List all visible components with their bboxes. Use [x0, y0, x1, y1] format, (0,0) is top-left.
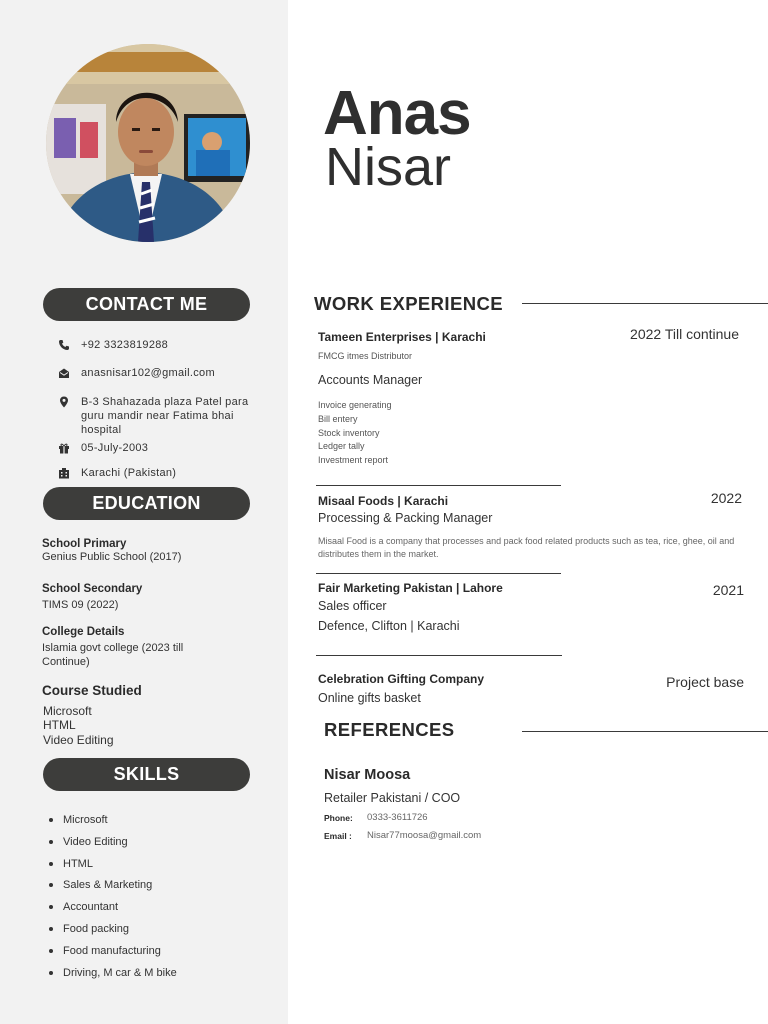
- duty-item: Bill entery: [318, 413, 358, 424]
- contact-address-text: B-3 Shahazada plaza Patel para guru mandir near Fatima bhai hospital: [81, 396, 249, 436]
- gift-icon: [58, 442, 70, 454]
- job-date: 2022: [710, 490, 742, 506]
- reference-role: Retailer Pakistani / COO: [324, 791, 461, 805]
- duty-item: Ledger tally: [318, 441, 365, 452]
- duty-item: Investment report: [318, 455, 389, 466]
- job-company: Tameen Enterprises | Karachi: [318, 330, 486, 344]
- skill-item: Food manufacturing: [48, 943, 177, 965]
- edu-college-detail: Islamia govt college (2023 till Continue): [42, 642, 184, 668]
- job-company: Celebration Gifting Company: [318, 672, 485, 686]
- contact-phone: [58, 338, 268, 352]
- job-company: Fair Marketing Pakistan | Lahore: [318, 581, 503, 595]
- reference-phone[interactable]: 0333-3611726: [367, 812, 428, 823]
- edu-primary-detail: Genius Public School (2017): [42, 551, 182, 563]
- divider: [522, 731, 768, 732]
- contact-dob: [58, 441, 268, 455]
- education-heading: EDUCATION: [43, 487, 250, 520]
- skill-item: Video Editing: [48, 834, 177, 856]
- contact-email: [58, 366, 268, 380]
- contact-dob-text: 05-July-2003: [81, 442, 149, 454]
- contact-city-text: Karachi (Pakistan): [81, 467, 177, 479]
- course-item: HTML: [43, 718, 76, 732]
- job-date: Project base: [666, 674, 744, 690]
- divider: [522, 303, 768, 304]
- contact-email-text[interactable]: anasnisar102@gmail.com: [81, 367, 215, 379]
- mail-icon: [58, 367, 70, 379]
- divider: [316, 573, 561, 574]
- course-item: Video Editing: [43, 733, 114, 747]
- job-company: Misaal Foods | Karachi: [318, 494, 449, 508]
- work-experience-heading: WORK EXPERIENCE: [314, 293, 503, 314]
- divider: [316, 485, 561, 486]
- job-role: Sales officer: [318, 599, 387, 613]
- skill-item: HTML: [48, 856, 177, 878]
- job-date: 2021: [712, 582, 744, 598]
- divider: [316, 655, 562, 656]
- contact-phone-text[interactable]: +92 3323819288: [81, 339, 169, 351]
- job-description: Misaal Food is a company that processes and pack food related products such as tea, rice, ghee, oil and distributes them in the market.: [318, 536, 735, 559]
- edu-secondary-heading: School Secondary: [42, 583, 143, 595]
- skill-item: Sales & Marketing: [48, 877, 177, 899]
- edu-secondary-detail: TIMS 09 (2022): [42, 599, 119, 611]
- duty-item: Stock inventory: [318, 427, 380, 438]
- reference-name: Nisar Moosa: [324, 767, 411, 783]
- profile-photo: [46, 44, 250, 242]
- phone-icon: [58, 339, 70, 351]
- last-name: Nisar: [325, 137, 452, 197]
- reference-email-label: Email :: [324, 831, 352, 841]
- skills-list: [48, 812, 177, 986]
- first-name: Anas: [323, 79, 471, 148]
- skill-item: Accountant: [48, 899, 177, 921]
- skill-item: Microsoft: [48, 812, 177, 834]
- edu-primary-heading: School Primary: [42, 538, 127, 550]
- course-studied-heading: Course Studied: [42, 683, 142, 698]
- job-location: Defence, Clifton | Karachi: [318, 619, 460, 633]
- contact-city: [58, 466, 268, 480]
- job-duties: [318, 399, 392, 468]
- skill-item: Driving, M car & M bike: [48, 965, 177, 987]
- duty-item: Invoice generating: [318, 400, 392, 410]
- reference-phone-label: Phone:: [324, 813, 353, 823]
- building-icon: [58, 467, 70, 479]
- edu-college-heading: College Details: [42, 626, 125, 638]
- contact-address: [58, 395, 268, 437]
- skills-heading: SKILLS: [43, 758, 250, 791]
- job-role: Online gifts basket: [318, 691, 421, 705]
- skill-item: Food packing: [48, 921, 177, 943]
- job-role: Processing & Packing Manager: [318, 511, 493, 525]
- reference-email[interactable]: Nisar77moosa@gmail.com: [367, 830, 482, 841]
- job-role: Accounts Manager: [318, 373, 423, 387]
- job-note: FMCG itmes Distributor: [318, 351, 413, 361]
- location-pin-icon: [58, 396, 70, 408]
- job-date: 2022 Till continue: [630, 326, 739, 342]
- course-item: Microsoft: [43, 704, 92, 718]
- references-heading: REFERENCES: [324, 719, 455, 740]
- contact-heading: CONTACT ME: [43, 288, 250, 321]
